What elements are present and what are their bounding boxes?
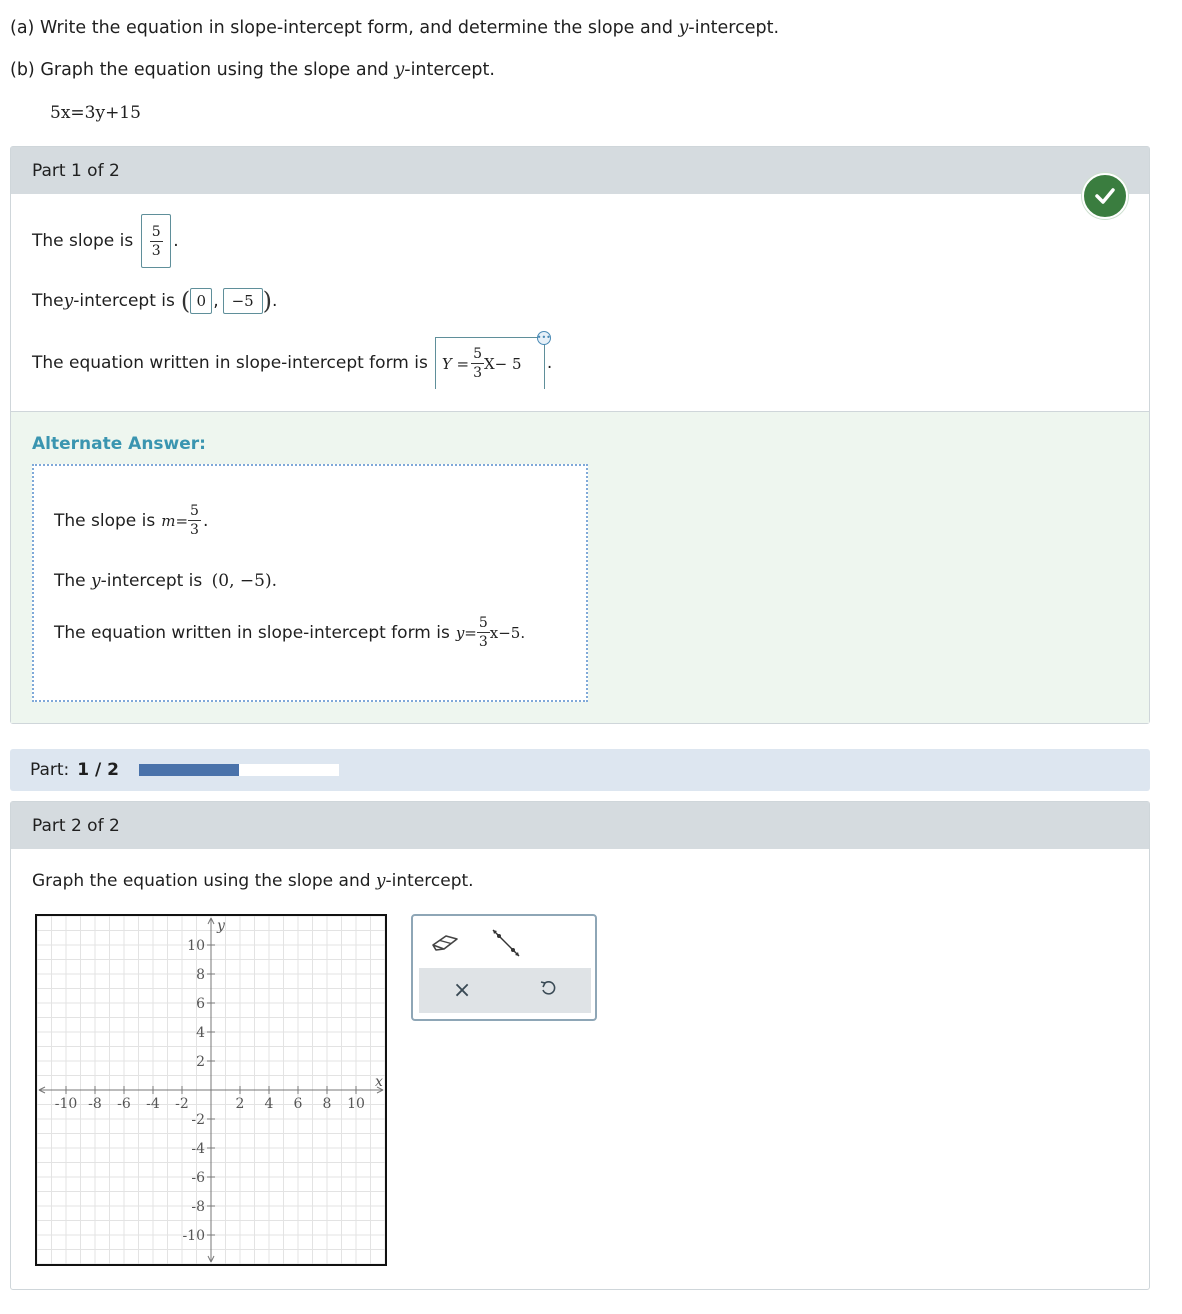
alt-slope-label: The slope is [54,510,156,531]
graph-canvas[interactable] [35,914,387,1266]
part1-panel [10,146,1150,724]
x-tick-label: 8 [322,1096,332,1112]
part1-slope-period: . [173,231,179,251]
intercept-y-box[interactable]: −5 [223,288,263,314]
alt-slope-numerator: 5 [190,503,199,519]
more-options-icon[interactable]: ••• [537,331,551,345]
y-tick-label: 10 [187,938,205,954]
equation-numerator: 5 [473,346,482,362]
alt-equation-numerator: 5 [478,615,488,631]
y-axis-label: y [217,918,225,934]
part-progress [10,749,1150,791]
x-tick-label: -4 [146,1096,160,1112]
x-tick-label: -10 [54,1096,78,1112]
part1-intercept-var: y [63,291,74,311]
part1-header-label: Part 1 of 2 [32,161,120,181]
toolbox-actions [419,968,591,1013]
part2-header [11,802,1149,849]
question-b-suffix: -intercept. [404,60,495,80]
undo-icon[interactable] [539,979,557,1002]
part2-instruction-var: y [375,871,386,891]
alt-slope-denominator: 3 [190,522,199,538]
y-tick-label: 8 [196,967,205,983]
y-tick-label: -8 [191,1199,205,1215]
progress-label: Part: [30,760,70,780]
line-tool-icon[interactable] [489,926,523,965]
y-tick-label: 6 [196,996,205,1012]
equation-denominator: 3 [473,365,482,381]
alt-equation-label: The equation written in slope-intercept form is [54,622,450,643]
question-a-suffix: -intercept. [688,18,780,38]
y-tick-label: 2 [196,1054,205,1070]
y-tick-label: -4 [191,1141,205,1157]
slope-answer-box[interactable] [141,214,171,268]
x-tick-label: 4 [264,1096,274,1112]
equation-fraction [471,347,484,380]
clear-graph-button[interactable]: × [452,978,472,1003]
question-a-var: y [678,18,689,38]
part1-intercept-label: The [32,291,64,311]
equation-period: . [546,353,553,373]
progress-fill [139,764,239,776]
close-paren: ) [262,287,273,315]
alternate-answer-area [11,411,1149,723]
comma: , [213,291,219,311]
part2-panel [10,801,1150,1290]
alt-intercept-var: y [91,571,101,591]
y-tick-label: 4 [196,1025,205,1041]
y-tick-label: -10 [182,1228,205,1244]
alt-equation-rhs: x−5. [489,623,526,642]
slope-fraction [150,225,163,258]
equation-rhs: X− 5 [483,354,522,373]
alt-intercept-value: (0, −5). [211,571,278,591]
part2-instruction [32,871,474,891]
open-paren: ( [180,287,191,315]
alt-equation-fraction [477,616,490,649]
x-tick-label: 6 [293,1096,303,1112]
equation-answer-box[interactable] [435,333,551,389]
part1-slope-label: The slope is [32,231,134,251]
question-b [10,60,495,80]
y-tick-label: -2 [191,1112,205,1128]
question-b-text: (b) Graph the equation using the slope and [10,60,395,80]
part1-slope-row [32,214,179,268]
alt-equation-lhs: y= [455,623,477,642]
alt-intercept-suffix: -intercept is [100,571,203,591]
x-tick-label: -6 [117,1096,131,1112]
coordinate-grid[interactable] [37,916,385,1264]
progress-track [139,764,339,776]
question-a [10,18,779,38]
x-axis-label: x [375,1074,383,1090]
x-tick-label: 10 [347,1096,365,1112]
alt-intercept-row [54,571,277,591]
alternate-answer-title: Alternate Answer: [32,434,206,454]
question-a-text: (a) Write the equation in slope-intercept form, and determine the slope and [10,18,679,38]
alt-equation-row [54,616,525,649]
graph-toolbox [411,914,597,1021]
x-tick-label: 2 [235,1096,245,1112]
alt-slope-row [54,504,208,537]
slope-denominator: 3 [151,242,161,259]
part1-header [11,147,1149,194]
progress-value: 1 / 2 [77,760,119,780]
part1-equation-label: The equation written in slope-intercept form is [32,353,428,373]
alt-equation-denominator: 3 [478,634,488,650]
part1-equation-row [32,333,553,389]
equation-lhs: Y = [441,354,470,373]
eraser-icon[interactable] [429,930,461,959]
alt-slope-period: . [202,510,209,531]
intercept-period: . [272,291,278,311]
part2-instruction-text: Graph the equation using the slope and [32,871,376,891]
part2-header-label: Part 2 of 2 [32,816,120,836]
y-tick-label: -6 [191,1170,205,1186]
slope-numerator: 5 [151,223,161,240]
intercept-x-box[interactable]: 0 [190,288,212,314]
part1-intercept-row [32,287,277,315]
question-b-var: y [394,60,405,80]
part1-intercept-suffix: -intercept is [73,291,175,311]
alt-slope-var: m= [161,511,189,530]
correct-check-icon [1082,173,1128,219]
alt-intercept-label: The [54,571,92,591]
alt-slope-fraction [188,504,201,537]
x-tick-label: -2 [175,1096,189,1112]
part2-instruction-suffix: -intercept. [385,871,474,891]
x-tick-label: -8 [88,1096,102,1112]
alternate-answer-box [32,464,588,702]
given-equation: 5x=3y+15 [50,103,141,123]
